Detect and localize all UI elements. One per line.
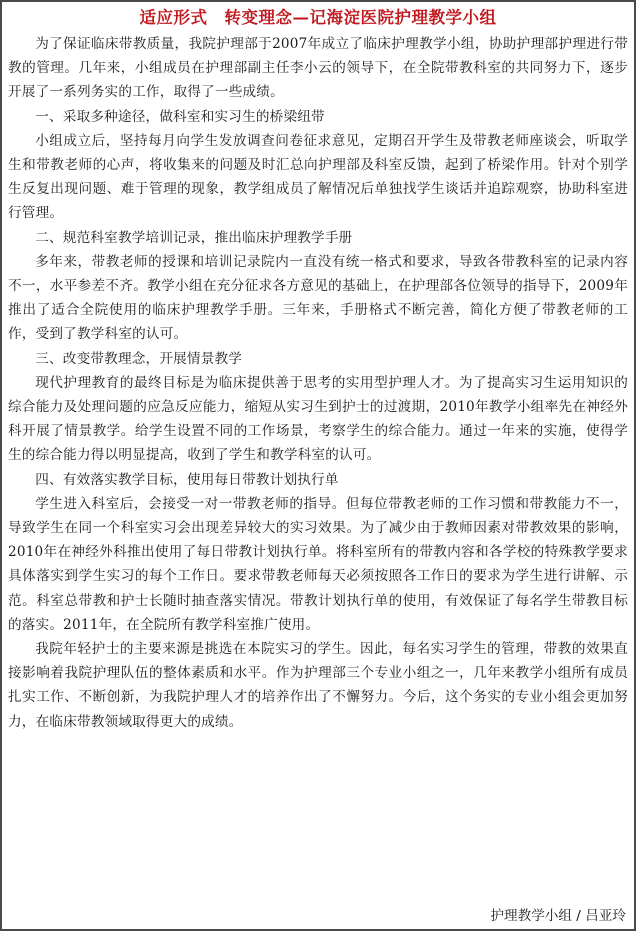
section-2-body: 多年来，带教老师的授课和培训记录院内一直没有统一格式和要求，导致各带教科室的记录内容不一，水平参差不齐。教学小组在充分征求各方意见的基础上，在护理部各位领导的指导下，2009年推出了适合全院使用的临床护理教学手册。三年来，手册格式不断完善，简化方便了带教老师的工作，受到了教学科室的认可。 [8, 253, 628, 343]
intro-paragraph: 为了保证临床带教质量，我院护理部于2007年成立了临床护理教学小组，协助护理部护理进行带教的管理。几年来，小组成员在护理部副主任李小云的领导下，在全院带教科室的共同努力下，逐步开展了一系列务实的工作，取得了一些成绩。 [8, 36, 628, 101]
author-signature: 护理教学小组 / 吕亚玲 [490, 908, 626, 924]
section-2-heading: 二、规范科室教学培训记录，推出临床护理教学手册 [35, 229, 353, 246]
section-3-body: 现代护理教育的最终目标是为临床提供善于思考的实用型护理人才。为了提高实习生运用知识的综合能力及处理问题的应急反应能力，缩短从实习生到护士的过渡期，2010年教学小组率先在神经外科开展了情景教学。给学生设置不同的工作场景，考察学生的综合能力。通过一年来的实施，使得学生的综合能力得以明显提高，收到了学生和教学科室的认可。 [8, 374, 628, 464]
article-title: 适应形式 转变理念—记海淀医院护理教学小组 [139, 8, 497, 27]
section-4-heading: 四、有效落实教学目标，使用每日带教计划执行单 [35, 471, 339, 488]
conclusion-paragraph: 我院年轻护士的主要来源是挑选在本院实习的学生。因此，每名实习学生的管理，带教的效果直接影响着我院护理队伍的整体素质和水平。作为护理部三个专业小组之一，几年来教学小组所有成员扎实工作、不断创新，为我院护理人才的培养作出了不懈努力。今后，这个务实的专业小组会更加努力，在临床带教领域取得更大的成绩。 [8, 641, 628, 730]
section-1-body: 小组成立后，坚持每月向学生发放调查问卷征求意见，定期召开学生及带教老师座谈会，听取学生和带教老师的心声，将收集来的问题及时汇总向护理部及科室反馈，起到了桥梁作用。针对个别学生反复出现问题、难于管理的现象，教学组成员了解情况后单独找学生谈话并追踪观察，协助科室进行管理。 [8, 132, 628, 222]
section-1-heading: 一、采取多种途径，做科室和实习生的桥梁纽带 [35, 108, 325, 125]
section-4-body: 学生进入科室后，会接受一对一带教老师的指导。但每位带教老师的工作习惯和带教能力不一，导致学生在同一个科室实习会出现差异较大的实习效果。为了减少由于教师因素对带教效果的影响，2010年在神经外科推出使用了每日带教计划执行单。将科室所有的带教内容和各学校的特殊教学要求具体落实到学生实习的每个工作日。要求带教老师每天必须按照各工作日的要求为学生进行讲解、示范。科室总带教和护士长随时抽查落实情况。带教计划执行单的使用，有效保证了每名学生带教目标的落实。2011年，在全院所有教学科室推广使用。 [8, 495, 628, 633]
section-3-heading: 三、改变带教理念，开展情景教学 [35, 350, 243, 367]
